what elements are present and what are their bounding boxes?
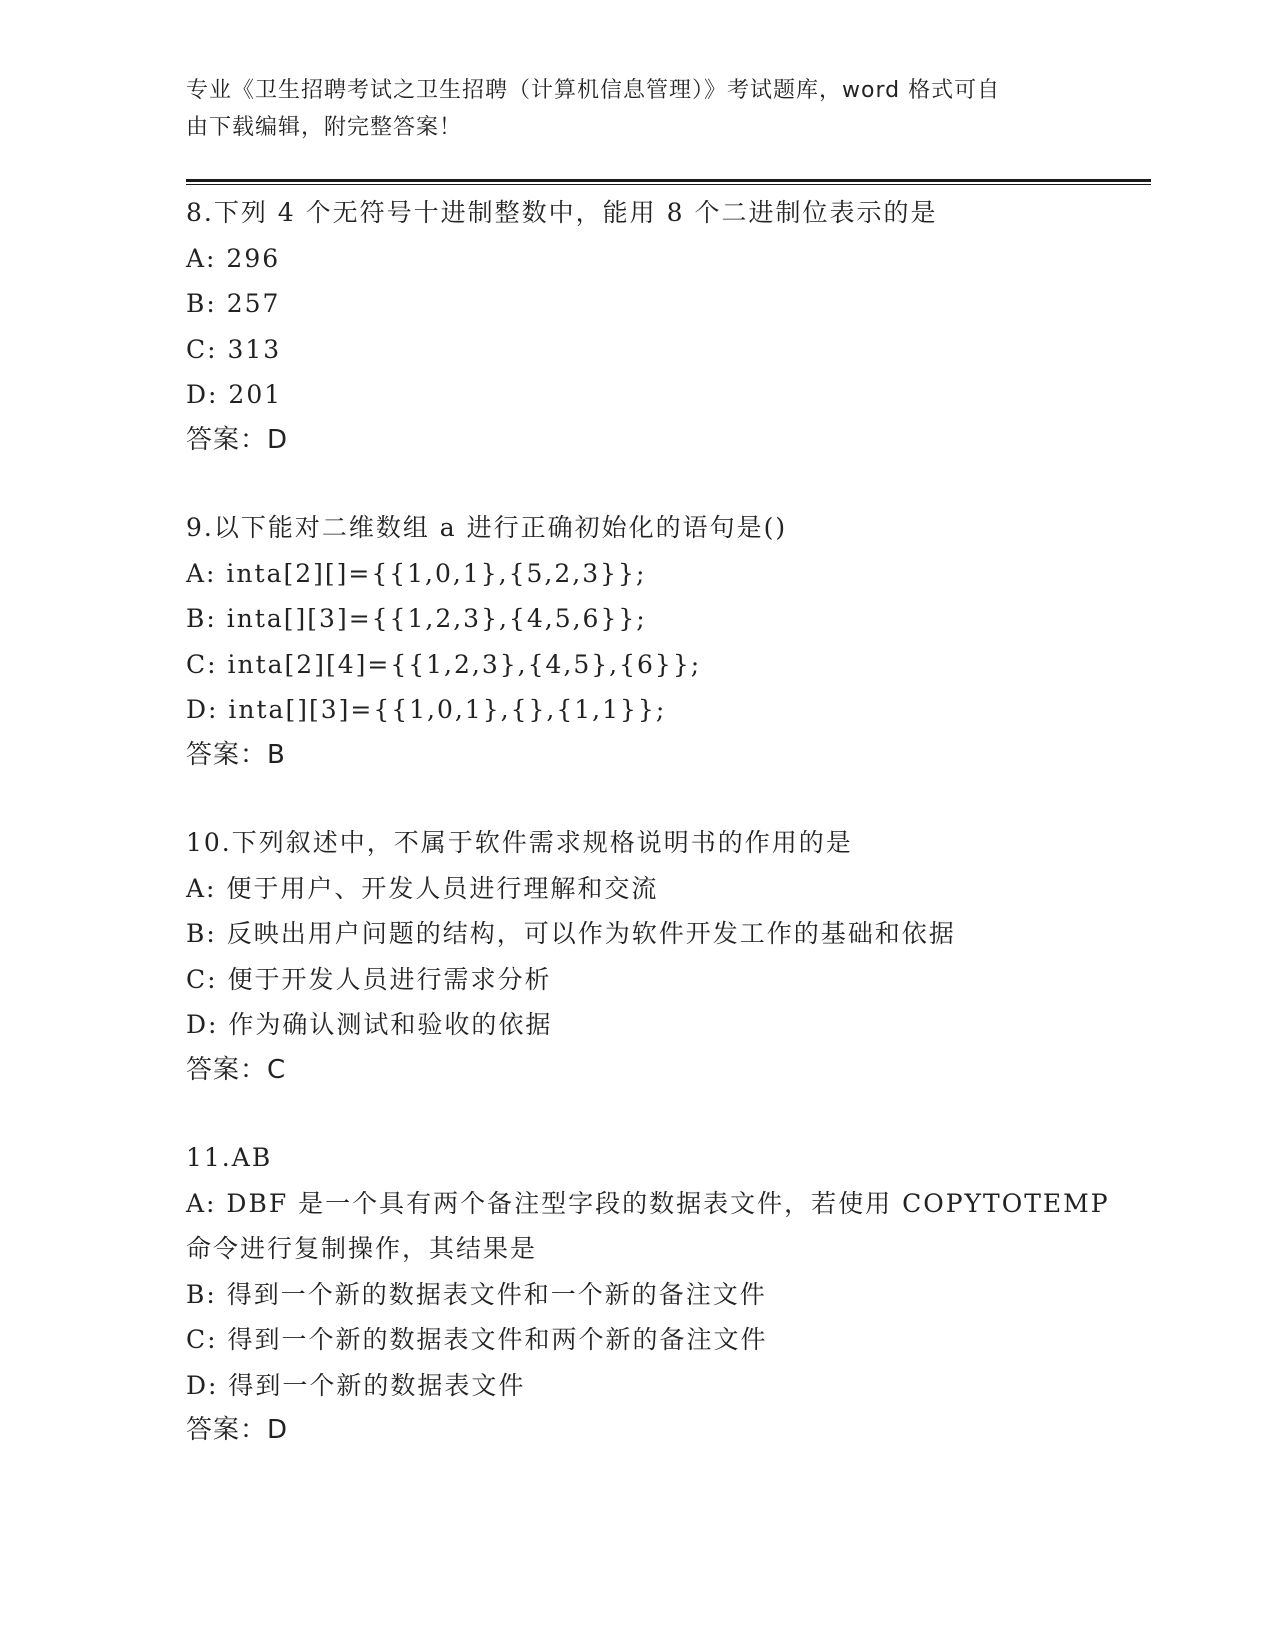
option-a: A: 296 <box>186 243 281 273</box>
option-a-line-2: 命令进行复制操作，其结果是 <box>186 1234 538 1263</box>
option-c: C: 313 <box>186 334 282 364</box>
question-list <box>186 190 1186 1496</box>
question-11 <box>186 1135 1186 1454</box>
answer-label: 答案：D <box>186 424 289 455</box>
question-8 <box>186 190 1186 463</box>
answer-label: 答案：B <box>186 739 286 770</box>
option-d: D: 作为确认测试和验收的依据 <box>186 1010 553 1039</box>
answer-label: 答案：D <box>186 1415 289 1445</box>
option-b: B: inta[][3]={{1,2,3},{4,5,6}}; <box>186 604 647 633</box>
question-stem: 11.AB <box>186 1143 273 1172</box>
option-a: A: inta[2][]={{1,0,1},{5,2,3}}; <box>186 558 647 588</box>
question-9 <box>186 505 1186 778</box>
option-b: B: 得到一个新的数据表文件和一个新的备注文件 <box>186 1279 767 1309</box>
option-b: B: 反映出用户问题的结构，可以作为软件开发工作的基础和依据 <box>186 919 956 948</box>
option-c: C: 便于开发人员进行需求分析 <box>186 964 552 994</box>
question-stem: 8.下列 4 个无符号十进制整数中，能用 8 个二进制位表示的是 <box>186 198 938 227</box>
header-line-2: 由下载编辑，附完整答案！ <box>186 115 463 140</box>
header-line-1: 专业《卫生招聘考试之卫生招聘（计算机信息管理）》考试题库，word 格式可自 <box>186 78 1001 103</box>
header-divider-thick <box>186 179 1151 182</box>
option-a: A: 便于用户、开发人员进行理解和交流 <box>186 873 659 903</box>
question-stem: 9.以下能对二维数组 a 进行正确初始化的语句是() <box>186 513 788 542</box>
document-header <box>186 72 1066 146</box>
question-stem: 10.下列叙述中，不属于软件需求规格说明书的作用的是 <box>186 828 853 857</box>
option-b: B: 257 <box>186 289 281 318</box>
question-10 <box>186 820 1186 1093</box>
header-divider-thin <box>186 184 1151 185</box>
option-c: C: 得到一个新的数据表文件和两个新的备注文件 <box>186 1325 768 1354</box>
option-c: C: inta[2][4]={{1,2,3},{4,5},{6}}; <box>186 649 702 679</box>
option-d: D: 201 <box>186 380 283 409</box>
option-d: D: 得到一个新的数据表文件 <box>186 1370 526 1400</box>
answer-label: 答案：C <box>186 1054 287 1085</box>
option-a-line-1: A: DBF 是一个具有两个备注型字段的数据表文件，若使用 COPYTOTEMP <box>186 1188 1110 1218</box>
option-d: D: inta[][3]={{1,0,1},{},{1,1}}; <box>186 695 667 724</box>
